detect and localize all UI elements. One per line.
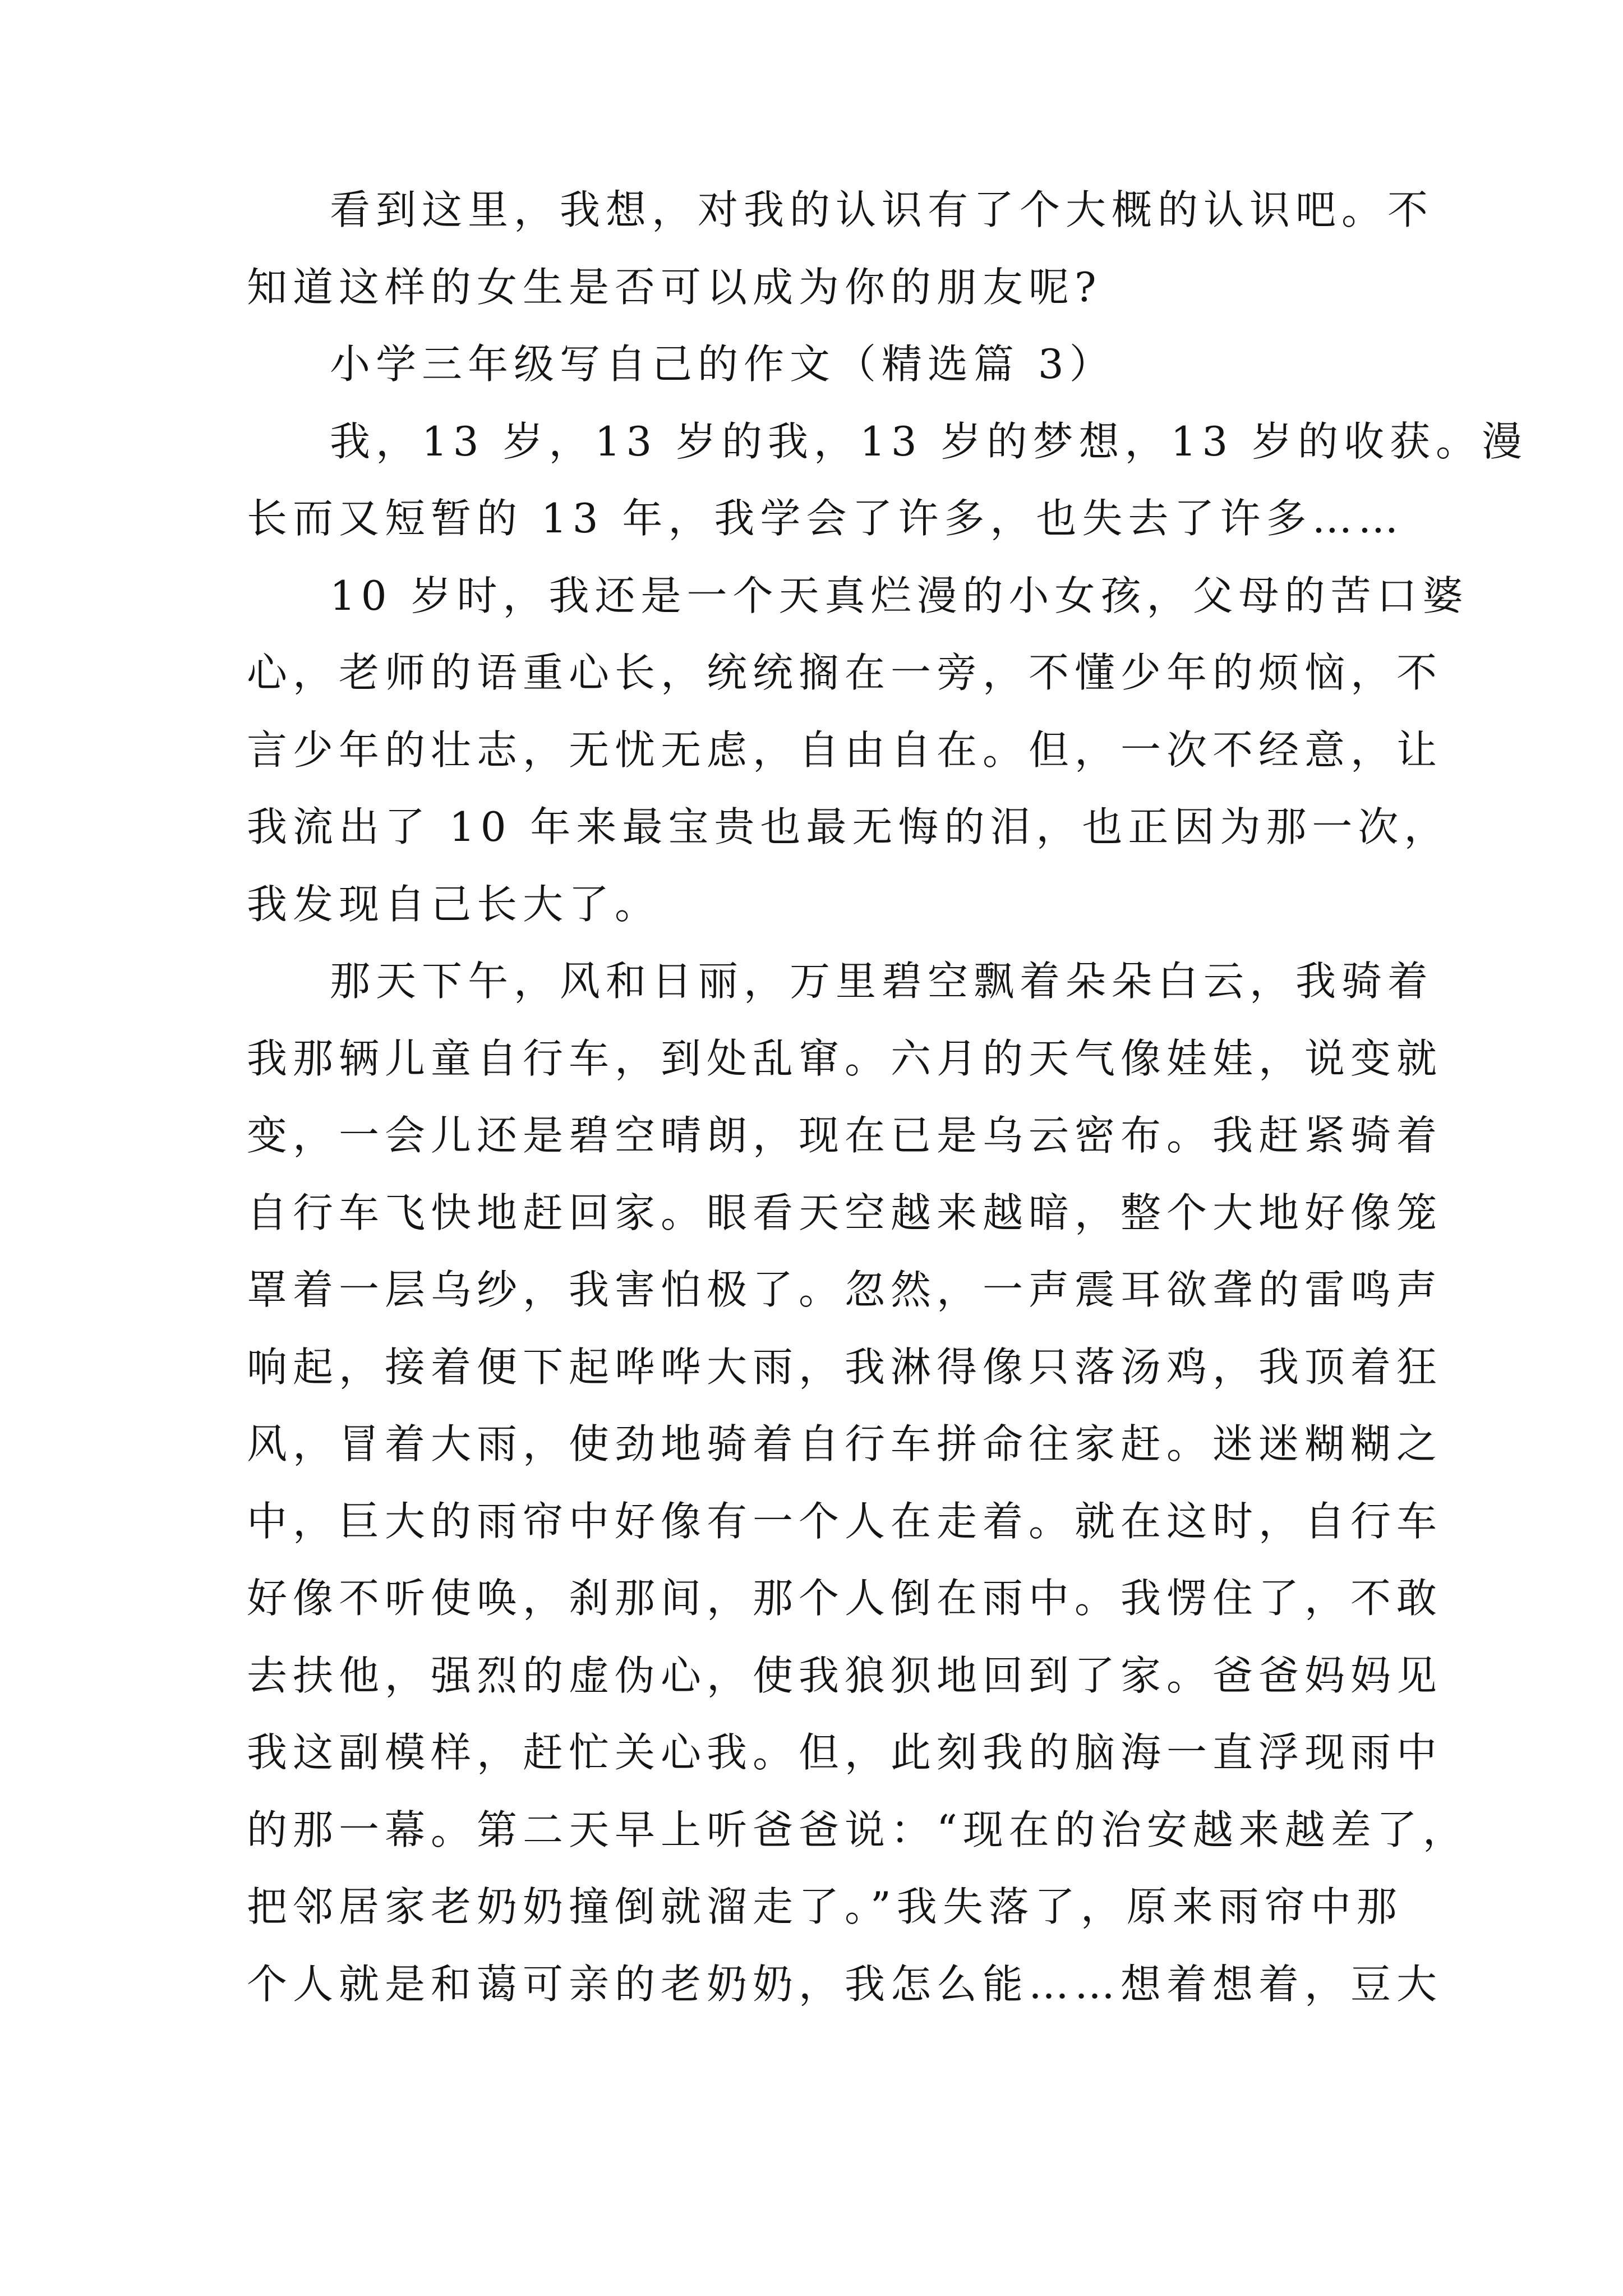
text-line: 风，冒着大雨，使劲地骑着自行车拼命往家赶。迷迷糊糊之 bbox=[247, 1420, 1443, 1467]
text-line: 去扶他，强烈的虚伪心，使我狼狈地回到了家。爸爸妈妈见 bbox=[247, 1651, 1443, 1699]
document-body bbox=[247, 172, 1528, 2023]
text-line: 我流出了 10 年来最宝贵也最无悔的泪，也正因为那一次， bbox=[247, 803, 1450, 850]
text-line: 看到这里，我想，对我的认识有了个大概的认识吧。不 bbox=[330, 186, 1434, 233]
text-line: 我这副模样，赶忙关心我。但，此刻我的脑海一直浮现雨中 bbox=[247, 1729, 1443, 1776]
text-line: 中，巨大的雨帘中好像有一个人在走着。就在这时，自行车 bbox=[247, 1497, 1443, 1545]
text-line: 10 岁时，我还是一个天真烂漫的小女孩，父母的苦口婆 bbox=[330, 572, 1469, 619]
text-line: 言少年的壮志，无忧无虑，自由自在。但，一次不经意，让 bbox=[247, 726, 1443, 774]
text-line: 我发现自己长大了。 bbox=[247, 880, 661, 928]
text-line: 罩着一层乌纱，我害怕极了。忽然，一声震耳欲聋的雷鸣声 bbox=[247, 1266, 1443, 1313]
text-line: 我那辆儿童自行车，到处乱窜。六月的天气像娃娃，说变就 bbox=[247, 1034, 1443, 1082]
text-line: 好像不听使唤，刹那间，那个人倒在雨中。我愣住了，不敢 bbox=[247, 1575, 1443, 1622]
text-line: 知道这样的女生是否可以成为你的朋友呢? bbox=[247, 263, 1102, 311]
text-line: 那天下午，风和日丽，万里碧空飘着朵朵白云，我骑着 bbox=[330, 958, 1434, 1005]
section-heading: 小学三年级写自己的作文（精选篇 3） bbox=[330, 341, 1115, 388]
text-line: 把邻居家老奶奶撞倒就溜走了。”我失落了，原来雨帘中那 bbox=[247, 1883, 1403, 1930]
text-line: 个人就是和蔼可亲的老奶奶，我怎么能……想着想着，豆大 bbox=[247, 1960, 1443, 2008]
text-line: 变，一会儿还是碧空晴朗，现在已是乌云密布。我赶紧骑着 bbox=[247, 1112, 1443, 1159]
text-line: 自行车飞快地赶回家。眼看天空越来越暗，整个大地好像笼 bbox=[247, 1189, 1443, 1236]
text-line: 我，13 岁，13 岁的我，13 岁的梦想，13 岁的收获。漫 bbox=[330, 417, 1528, 465]
text-line: 的那一幕。第二天早上听爸爸说：“现在的治安越来越差了， bbox=[247, 1806, 1469, 1853]
text-line: 心，老师的语重心长，统统搁在一旁，不懂少年的烦恼，不 bbox=[247, 649, 1443, 696]
text-line: 长而又短暂的 13 年，我学会了许多，也失去了许多…… bbox=[247, 495, 1404, 542]
text-line: 响起，接着便下起哗哗大雨，我淋得像只落汤鸡，我顶着狂 bbox=[247, 1343, 1443, 1391]
